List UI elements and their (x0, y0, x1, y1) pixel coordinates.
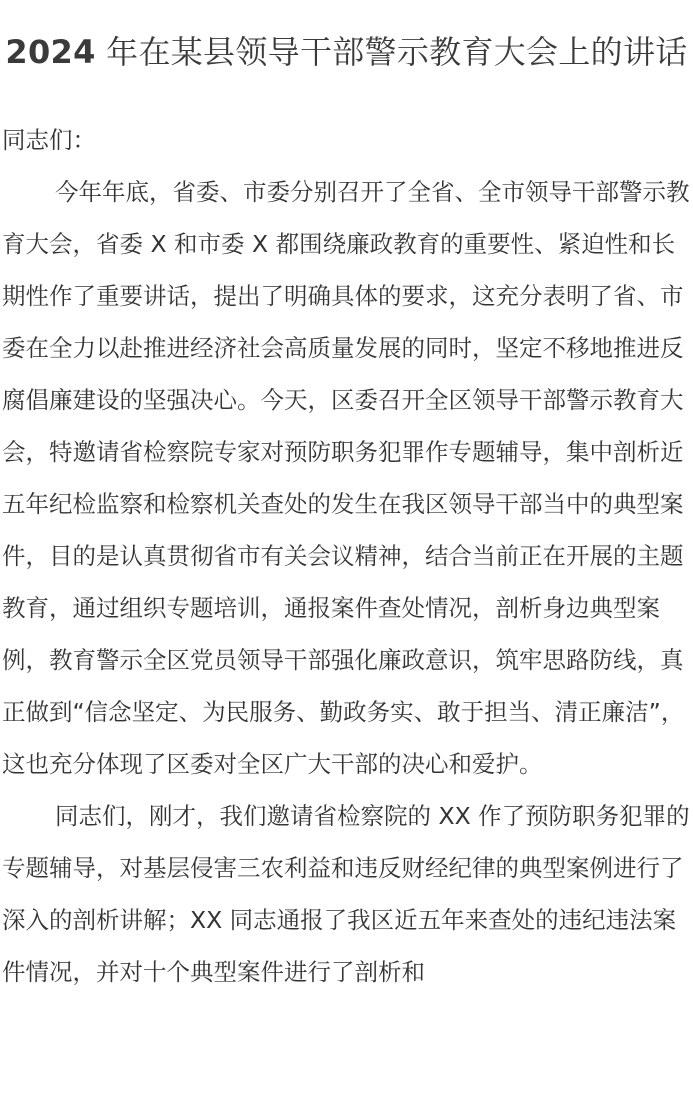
paragraph: 同志们，刚才，我们邀请省检察院的 XX 作了预防职务犯罪的专题辅导，对基层侵害三农利益和违反财经纪律的典型案例进行了深入的剖析讲解；XX 同志通报了我区近五年来查处的违纪违法案件情况，并对十个典型案件进行了剖析和 (2, 802, 690, 986)
paragraph: 今年年底，省委、市委分别召开了全省、全市领导干部警示教育大会，省委 X 和市委 X 都围绕廉政教育的重要性、紧迫性和长期性作了重要讲话，提出了明确具体的要求，这充分表明了省、市委在全力以赴推进经济社会高质量发展的同时，坚定不移地推进反腐倡廉建设的坚强决心。今天，区委召开全区领导干部警示教育大会，特邀请省检察院专家对预防职务犯罪作专题辅导，集中剖析近五年纪检监察和检察机关查处的发生在我区领导干部当中的典型案件，目的是认真贯彻省市有关会议精神，结合当前正在开展的主题教育，通过组织专题培训，通报案件查处情况，剖析身边典型案例，教育警示全区党员领导干部强化廉政意识，筑牢思路防线，真正做到“信念坚定、为民服务、勤政务实、敢于担当、清正廉洁”，这也充分体现了区委对全区广大干部的决心和爱护。 (2, 178, 690, 778)
greeting: 同志们： (2, 126, 96, 154)
document-title (0, 0, 693, 74)
title-text: 年在某县领导干部警示教育大会上的讲话 (95, 33, 688, 71)
title-year: 2024 (5, 33, 96, 71)
document-body (0, 114, 693, 998)
